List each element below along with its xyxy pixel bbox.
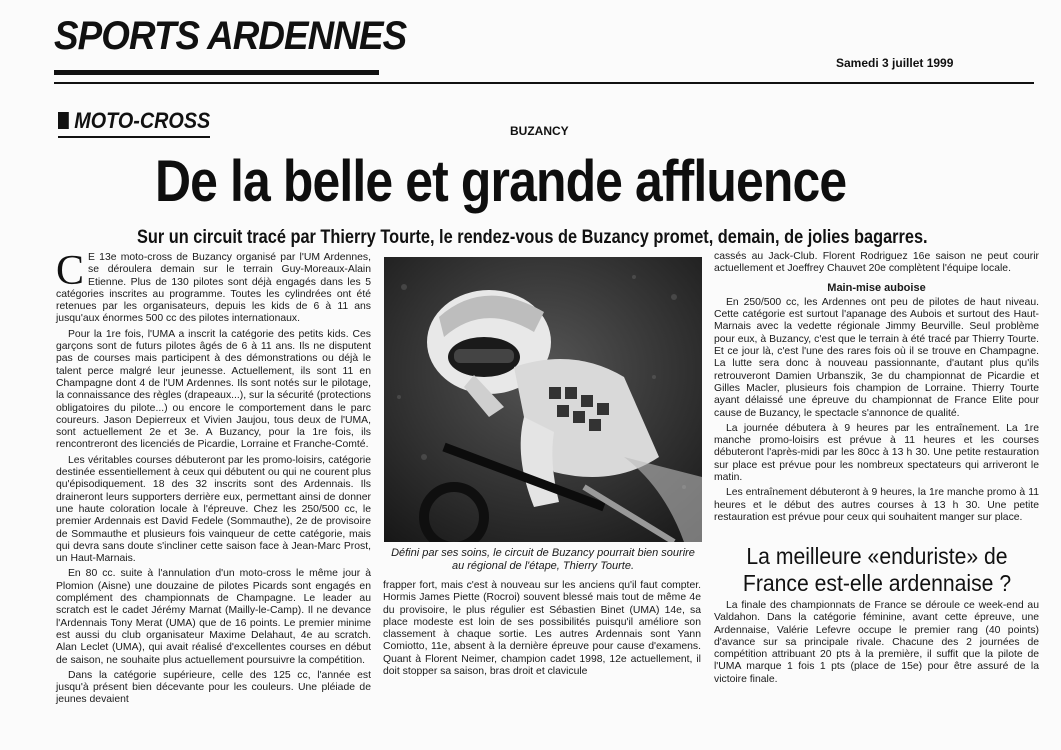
article-column-2 — [383, 580, 701, 681]
paragraph: Les véritables courses débuteront par les promo-loisirs, catégorie destinée essentiellement à ceux qui débutent ou qui ne courent plus qu'épisodiquement. 18 des 32 inscrits sont des Ardennais. Ils draineront leurs supporters derrière eux, permettant ainsi de donner une haute coloration locale à l'épreuve. Chez les 250/500 cc, le premier Ardennais est David Fedele (Sommauthe), 2e de provisoire de Sommauthe et plusieurs fois vainqueur de cette catégorie, mais qui devra sans doute s'incliner cette saison face à Jean-Marc Prost, un Haut-Marnais. — [56, 454, 371, 565]
photo-illustration — [384, 257, 702, 542]
publication-date: Samedi 3 juillet 1999 — [836, 56, 954, 70]
dropcap: C — [56, 248, 85, 294]
paragraph: La finale des championnats de France se déroule ce week-end au Valdahon. Dans la catégorie féminine, avant cette épreuve, une Ardennaise, Valérie Lefevre occupe le premier rang (40 points) d'avance sur sa principale rivale. Chacune des 2 journées de compétition attribuant 20 pts à la première, il suffit que la pilote de l'UMA marque 1 fois 1 pts (place de 15e) pour être assuré de la victoire finale. — [714, 600, 1039, 685]
paragraph: En 80 cc. suite à l'annulation d'un moto-cross le même jour à Plomion (Aisne) une douzaine de pilotes Picards sont engagés en complément des championnats de Champagne. Le leader au scratch est le cadet Jérémy Marnat (Mailly-le-Camp). Il ne devance l'Ardennais Tony Merat (UMA) que de 16 points. Le premier minime est aussi du club organisateur Maxime Delahaut, 4e au scratch. Alan Leclet (UMA), qui avait réalisé d'excellentes courses en début de saison, ne souhaite plus actuellement poursuivre la compétition. — [56, 568, 371, 666]
photo-caption: Défini par ses soins, le circuit de Buzancy pourrait bien sourire au régional de l'étape, Thierry Tourte. — [391, 547, 695, 572]
section-underline — [58, 136, 210, 138]
masthead: SPORTS ARDENNES — [54, 14, 407, 58]
masthead-underline — [54, 70, 379, 75]
paragraph: En 250/500 cc, les Ardennes ont peu de pilotes de haut niveau. Cette catégorie est surtout l'apanage des Aubois et surtout des Haut-Marnais avec la vedette régionale Jimmy Beurville. Seul problème pour eux, à Buzancy, c'est que le terrain à été tracé par Thierry Tourte. Et ce jour là, c'est l'une des rares fois où il se trouve en Champagne. La lutte sera donc à nouveau passionnante, d'autant plus qu'ils retrouveront Damien Urbanszik, 3e du championnat de Picardie et Gilles Macler, plusieurs fois champion de Lorraine. Thierry Tourte ayant délaissé une épreuve du championnat de France Elite pour cause de Buzancy, le spectacle s'annonce de qualité. — [714, 296, 1039, 419]
motocross-rider-photo — [384, 257, 702, 542]
box-headline: La meilleure «enduriste» de France est-elle ardennaise ? — [742, 543, 1012, 596]
paragraph: Les entraînement débuteront à 9 heures, la 1re manche promo à 11 heures et le début des autres courses à 13 h 30. Une petite restauration est prévue pour ceux qui souhaitent manger sur place. — [714, 487, 1039, 523]
paragraph — [56, 248, 371, 326]
paragraph: Dans la catégorie supérieure, celle des 125 cc, l'année est jusqu'à présent bien décevante pour les couleurs. Une pléiade de jeunes devaient — [56, 669, 371, 706]
section-bullet-icon — [58, 112, 69, 129]
paragraph: Pour la 1re fois, l'UMA a inscrit la catégorie des petits kids. Ces garçons sont de futurs pilotes âgés de 6 à 11 ans. Ils ne disputent pas de courses mais participent à des démonstrations ou déjà le talent perce malgré leur jeunesse. Actuellement, ils sont 11 en Champagne dont 4 de l'UM Ardennes. Ils sont notés sur le pilotage, la connaissance des règles (drapeaux...), sur la sécurité (protections obligatoires du pilote...) ou encore le comportement dans le parc coureurs. Jason Depierreux et Vivien Jaujou, tous deux de l'UMA, sont actuellement 2e et 3e. A Buzancy, pour la 1re fois, ils rencontreront des licenciés de Picardie, Lorraine et Franche-Comté. — [56, 328, 371, 451]
section-label-text: MOTO-CROSS — [74, 108, 211, 133]
article-subhead: Sur un circuit tracé par Thierry Tourte, le rendez-vous de Buzancy promet, demain, de jolies bagarres. — [137, 227, 928, 248]
section-label — [58, 108, 210, 134]
subsection-title: Main-mise auboise — [827, 281, 926, 294]
paragraph: La journée débutera à 9 heures par les entraînement. La 1re manche promo-loisirs est prévue à 11 heures et les courses débuteront l'après-midi par les 80cc à 13 h 30. Une petite restauration sur place est prévue pour les nombreux spectateurs qui arriveront le matin. — [714, 422, 1039, 484]
paragraph-text: E 13e moto-cross de Buzancy organisé par l'UM Ardennes, se déroulera demain sur le terrain Guy-Moreaux-Alain Etienne. Plus de 130 pilotes sont déjà engagés dans les 5 catégories inscrites au programme. Toutes les cylindrées ont été retenues par les organisateurs, depuis les kids de 6 à 11 ans jusqu'aux énormes 500 cc des pilotes internationaux. — [56, 252, 371, 325]
article-headline: De la belle et grande affluence — [155, 149, 847, 214]
article-column-1 — [56, 248, 371, 710]
paragraph: cassés au Jack-Club. Florent Rodriguez 16e saison ne peut courir actuellement et Joeffrey Chauvet 20e complètent l'équipe locale. — [714, 251, 1039, 275]
box-body — [714, 600, 1039, 689]
dateline-place: BUZANCY — [510, 124, 569, 138]
header-divider — [54, 82, 1034, 84]
paragraph: frapper fort, mais c'est à nouveau sur les anciens qu'il faut compter. Hormis James Piette (Rocroi) souvent blessé mais tout de même 4e du provisoire, le plus régulier est Sébastien Binet (UMA) 14e, sa place modeste est loin de ses possibilités puisqu'il améliore son classement à chaque sortie. Les autres Ardennais sont Yann Comiotto, 11e, absent à la dernière épreuve pour cause d'examens. Quant à Florent Neimer, champion cadet 1998, 12e actuellement, il doit stopper sa saison, bras droit et clavicule — [383, 580, 701, 678]
article-column-3 — [714, 251, 1039, 527]
